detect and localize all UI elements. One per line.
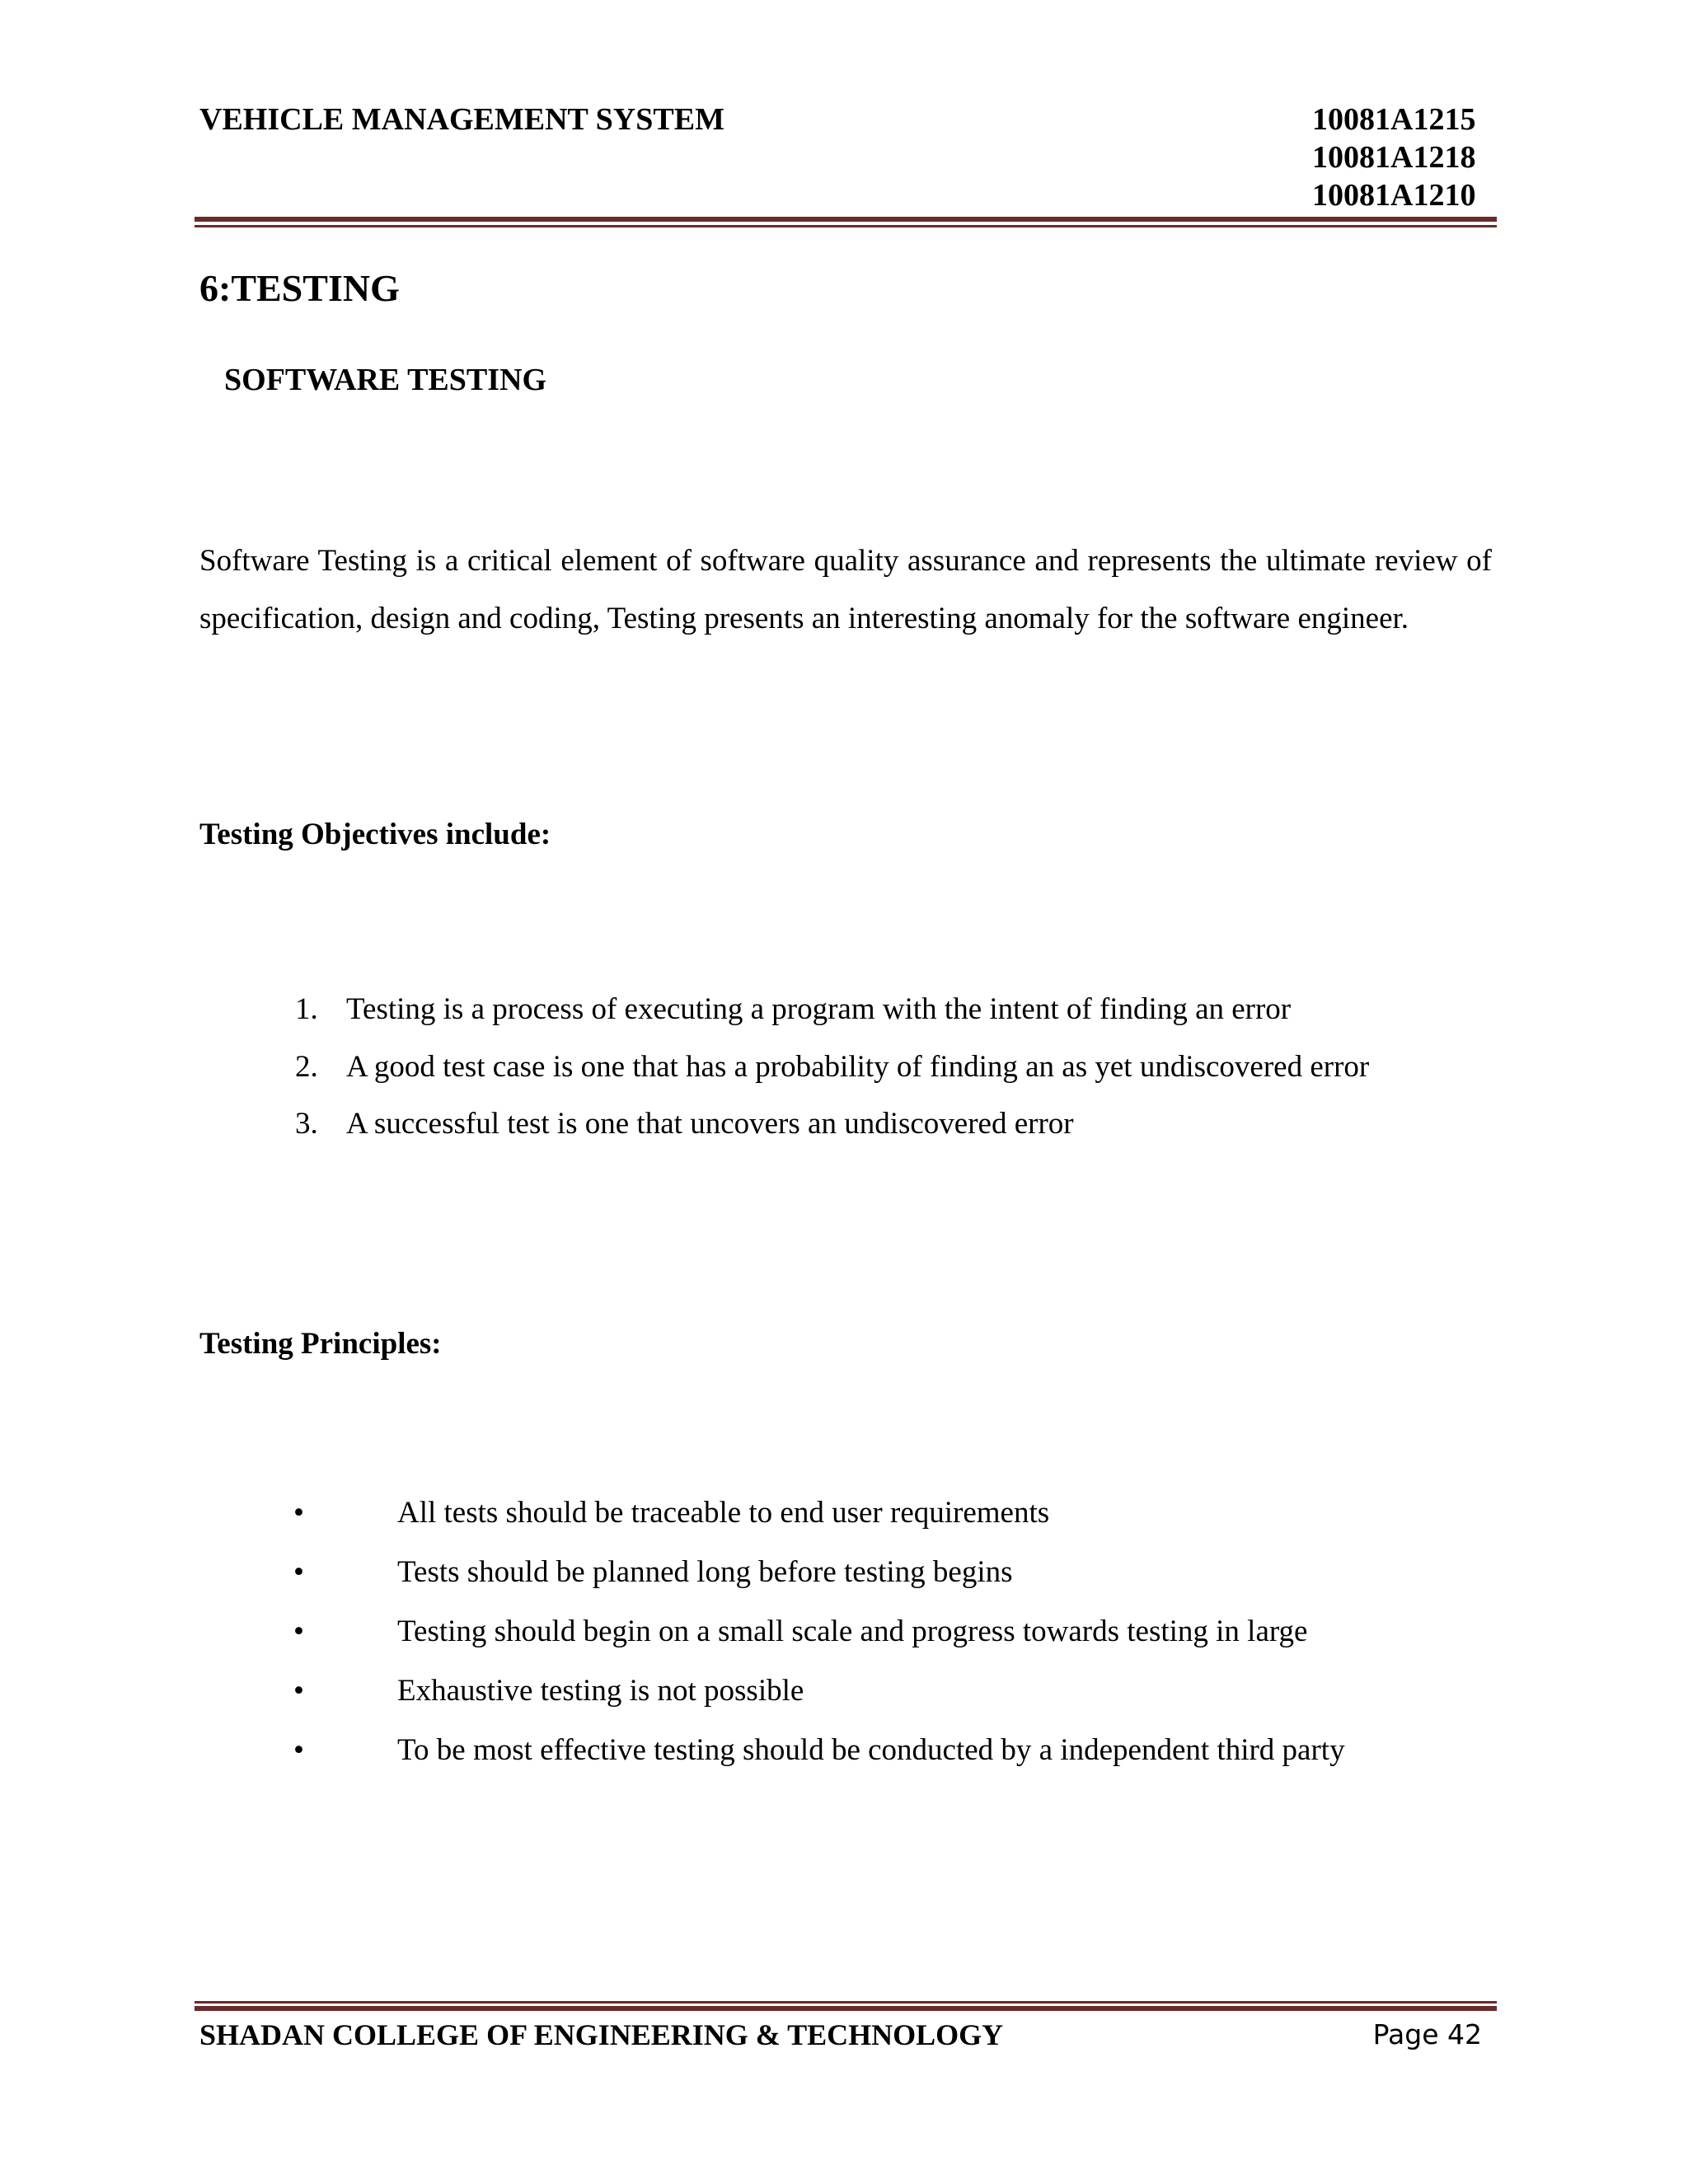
intro-paragraph: Software Testing is a critical element of software quality assurance and represents the ultimate review of specification, design and coding, Testing presents an interesting anomaly for the software engineer. [199, 544, 1492, 635]
list-item-text: Tests should be planned long before testing begins [397, 1555, 1013, 1589]
list-item-text: To be most effective testing should be conducted by a independent third party [397, 1733, 1345, 1767]
list-item-text: Testing should begin on a small scale and progress towards testing in large [397, 1615, 1308, 1648]
bullet-icon: • [293, 1496, 304, 1530]
list-item [295, 1095, 1369, 1153]
header-divider-thin [195, 225, 1497, 227]
chapter-heading: 6:TESTING [199, 267, 400, 309]
list-item-text: A good test case is one that has a probability of finding an as yet undiscovered error [346, 1049, 1370, 1084]
list-number: 2. [295, 1049, 318, 1084]
header-divider-thick [195, 217, 1497, 222]
page-number: Page 42 [1372, 2018, 1482, 2050]
list-item [293, 1661, 1345, 1721]
roll-number: 10081A1210 [1312, 178, 1476, 213]
section-heading: SOFTWARE TESTING [224, 363, 547, 397]
list-item-text: Exhaustive testing is not possible [397, 1674, 804, 1708]
footer-divider-thick [195, 2006, 1497, 2011]
list-item [295, 981, 1369, 1038]
list-item [293, 1483, 1345, 1543]
principles-heading: Testing Principles: [199, 1327, 442, 1361]
list-item-text: Testing is a process of executing a program with the intent of finding an error [346, 992, 1292, 1026]
list-item-text: A successful test is one that uncovers an undiscovered error [346, 1107, 1074, 1141]
footer-college-name: SHADAN COLLEGE OF ENGINEERING & TECHNOLOGY [199, 2018, 1004, 2051]
roll-numbers [1312, 101, 1475, 214]
footer-divider-thin [195, 2001, 1497, 2004]
bullet-icon: • [293, 1555, 304, 1589]
list-number: 3. [295, 1107, 318, 1141]
bullet-icon: • [293, 1733, 304, 1767]
list-item [293, 1721, 1345, 1780]
roll-number: 10081A1218 [1312, 140, 1476, 175]
objectives-list [295, 981, 1369, 1153]
objectives-heading: Testing Objectives include: [199, 818, 551, 851]
header-title: VEHICLE MANAGEMENT SYSTEM [199, 102, 724, 137]
list-number: 1. [295, 992, 318, 1026]
list-item [293, 1602, 1345, 1661]
bullet-icon: • [293, 1615, 304, 1648]
list-item-text: All tests should be traceable to end user requirements [397, 1496, 1050, 1530]
list-item [295, 1038, 1369, 1096]
roll-number: 10081A1215 [1312, 102, 1476, 137]
list-item [293, 1543, 1345, 1602]
bullet-icon: • [293, 1674, 304, 1708]
principles-list [293, 1483, 1345, 1780]
